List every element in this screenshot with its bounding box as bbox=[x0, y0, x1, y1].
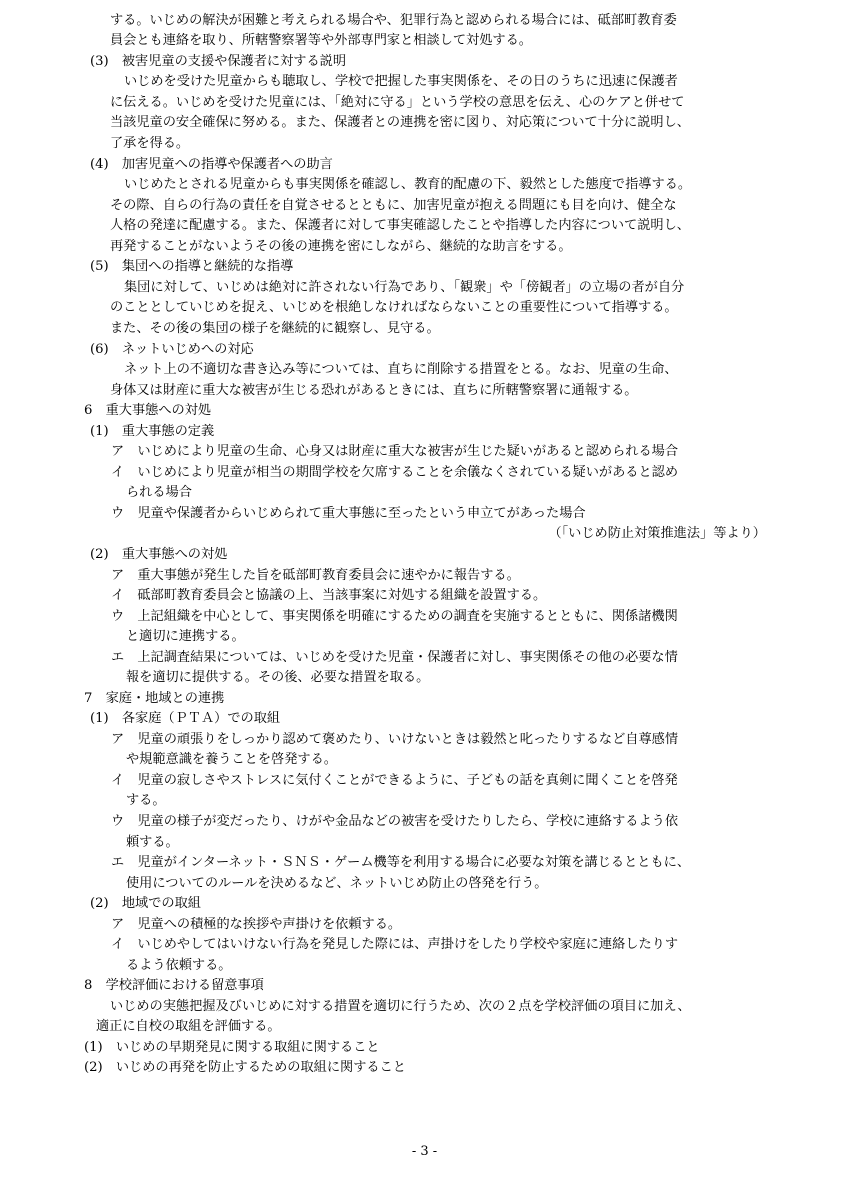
text-line: 適正に自校の取組を評価する。 bbox=[96, 1019, 281, 1034]
section-heading: 6 重大事態への対処 bbox=[84, 403, 212, 418]
text-line: 人格の発達に配慮する。また、保護者に対して事実確認したことや指導した内容について説明し、 bbox=[110, 218, 690, 233]
list-item: エ 児童がインターネット・ＳＮＳ・ゲーム機等を利用する場合に必要な対策を講じるとともに、 bbox=[111, 855, 691, 870]
list-item-cont: する。 bbox=[126, 793, 166, 808]
text-line: 当該児童の安全確保に努める。また、保護者との連携を密に図り、対応策について十分に説明し、 bbox=[110, 115, 690, 130]
list-item-cont: 使用についてのルールを決めるなど、ネットいじめ防止の啓発を行う。 bbox=[126, 876, 548, 891]
text-line: また、その後の集団の様子を継続的に観察し、見守る。 bbox=[110, 321, 440, 336]
list-item-cont: 頼する。 bbox=[126, 835, 179, 850]
text-line: その際、自らの行為の責任を自覚させるとともに、加害児童が抱える問題にも目を向け、健全な bbox=[110, 198, 677, 213]
list-item: イ 砥部町教育委員会と協議の上、当該事案に対処する組織を設置する。 bbox=[111, 588, 547, 603]
list-item-cont: や規範意識を養うことを啓発する。 bbox=[126, 752, 337, 767]
subsection-heading: (6) ネットいじめへの対応 bbox=[90, 342, 254, 357]
list-item-cont: られる場合 bbox=[126, 485, 192, 500]
list-item: (1) いじめの早期発見に関する取組に関すること bbox=[84, 1040, 380, 1055]
text-line: いじめの実態把握及びいじめに対する措置を適切に行うため、次の２点を学校評価の項目に加え、 bbox=[110, 999, 691, 1014]
section-heading: 8 学校評価における留意事項 bbox=[84, 978, 264, 993]
text-line: する。いじめの解決が困難と考えられる場合や、犯罪行為と認められる場合には、砥部町教育委 bbox=[110, 13, 677, 28]
subsection-heading: (1) 各家庭（ＰＴＡ）での取組 bbox=[90, 711, 281, 726]
list-item: ア いじめにより児童の生命、心身又は財産に重大な被害が生じた疑いがあると認められる場合 bbox=[111, 444, 679, 459]
list-item: エ 上記調査結果については、いじめを受けた児童・保護者に対し、事実関係その他の必要な情 bbox=[111, 650, 678, 665]
text-line: ネット上の不適切な書き込み等については、直ちに削除する措置をとる。なお、児童の生命、 bbox=[124, 362, 678, 377]
section-heading: 7 家庭・地域との連携 bbox=[84, 691, 225, 706]
text-line: 身体又は財産に重大な被害が生じる恐れがあるときには、直ちに所轄警察署に通報する。 bbox=[110, 383, 638, 398]
text-line: 員会とも連絡を取り、所轄警察署等や外部専門家と相談して対処する。 bbox=[110, 33, 532, 48]
subsection-heading: (1) 重大事態の定義 bbox=[90, 424, 215, 439]
text-line: のこととしていじめを捉え、いじめを根絶しなければならないことの重要性について指導する。 bbox=[110, 300, 678, 315]
list-item: イ いじめやしてはいけない行為を発見した際には、声掛けをしたり学校や家庭に連絡したりす bbox=[111, 937, 679, 952]
list-item: ア 重大事態が発生した旨を砥部町教育委員会に速やかに報告する。 bbox=[111, 568, 520, 583]
page-number: - 3 - bbox=[411, 1144, 438, 1159]
list-item: (2) いじめの再発を防止するための取組に関すること bbox=[84, 1060, 406, 1075]
subsection-heading: (4) 加害児童への指導や保護者への助言 bbox=[90, 157, 333, 172]
list-item-cont: るよう依頼する。 bbox=[126, 958, 232, 973]
subsection-heading: (3) 被害児童の支援や保護者に対する説明 bbox=[90, 54, 347, 69]
list-item: ウ 上記組織を中心として、事実関係を明確にするための調査を実施するとともに、関係諸機関 bbox=[111, 609, 678, 624]
list-item: イ 児童の寂しさやストレスに気付くことができるように、子どもの話を真剣に聞くことを啓発 bbox=[111, 773, 678, 788]
list-item-cont: と適切に連携する。 bbox=[126, 629, 245, 644]
list-item: ア 児童の頑張りをしっかり認めて褒めたり、いけないときは毅然と叱ったりするなど自尊感情 bbox=[111, 732, 679, 747]
list-item-cont: 報を適切に提供する。その後、必要な措置を取る。 bbox=[126, 670, 430, 685]
subsection-heading: (2) 重大事態への対処 bbox=[90, 547, 228, 562]
list-item: ア 児童への積極的な挨拶や声掛けを依頼する。 bbox=[111, 917, 402, 932]
list-item: ウ 児童や保護者からいじめられて重大事態に至ったという申立てがあった場合 bbox=[111, 506, 586, 521]
subsection-heading: (2) 地域での取組 bbox=[90, 896, 201, 911]
list-item: イ いじめにより児童が相当の期間学校を欠席することを余儀なくされている疑いがあると認め bbox=[111, 465, 679, 480]
text-line: 再発することがないようその後の連携を密にしながら、継続的な助言をする。 bbox=[110, 239, 572, 254]
subsection-heading: (5) 集団への指導と継続的な指導 bbox=[90, 259, 294, 274]
list-item: ウ 児童の様子が変だったり、けがや金品などの被害を受けたりしたら、学校に連絡するよう依 bbox=[111, 814, 679, 829]
text-line: 了承を得る。 bbox=[110, 136, 190, 151]
text-line: いじめたとされる児童からも事実関係を確認し、教育的配慮の下、毅然とした態度で指導する。 bbox=[124, 177, 692, 192]
text-line: に伝える。いじめを受けた児童には、「絶対に守る」という学校の意思を伝え、心のケアと併せて bbox=[110, 95, 685, 110]
citation: （「いじめ防止対策推進法」等より） bbox=[548, 526, 766, 541]
text-line: いじめを受けた児童からも聴取し、学校で把握した事実関係を、その日のうちに迅速に保護者 bbox=[124, 74, 678, 89]
text-line: 集団に対して、いじめは絶対に許されない行為であり、「観衆」や「傍観者」の立場の者が自分 bbox=[124, 280, 685, 295]
